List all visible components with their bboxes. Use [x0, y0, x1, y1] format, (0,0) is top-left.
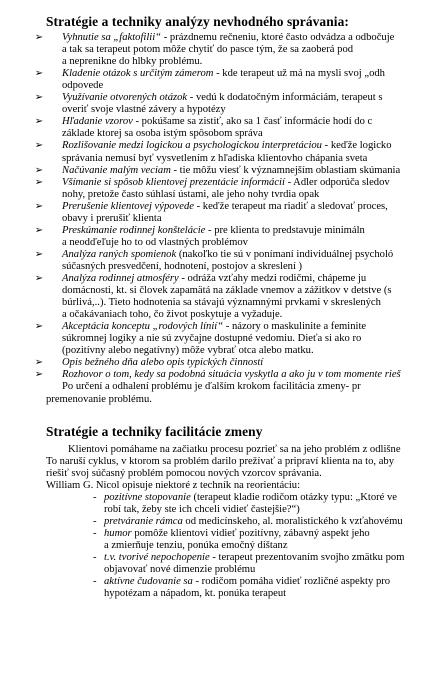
bullet-item-continuation: súčasných presvedčení, hodnotení, postojov a skreslení ) — [62, 260, 303, 272]
technique-item — [104, 528, 370, 540]
technique-continuation: hypotézam a nápadom, kt. ponúka terapeut — [104, 588, 287, 600]
dash-bullet: - — [93, 576, 97, 588]
bullet-item — [62, 225, 365, 237]
bullet-item-term: Opis bežného dňa alebo opis typických činností — [62, 357, 264, 369]
bullet-item-text: - názory o maskulinite a feminite — [225, 321, 367, 333]
bullet-item-text: - tie môžu viesť k významnejším oblastiam skúmania — [173, 164, 401, 176]
bullet-item-text: (nakoľko tie sú v ponímaní individuálnej psycholó — [178, 248, 394, 260]
bullet-arrow-icon: ➢ — [34, 32, 44, 43]
bullet-arrow-icon: ➢ — [34, 369, 44, 381]
section-heading-analysis: Stratégie a techniky analýzy nevhodného správania: — [46, 14, 349, 29]
bullet-arrow-icon: ➢ — [34, 321, 44, 333]
bullet-item-continuation: správania nemusí byť vysvetlením z hľadiska klientovho chápania sveta — [62, 152, 368, 164]
bullet-item-term: Preskúmanie rodinnej konštelácie — [62, 224, 206, 236]
bullet-item-continuation: základe ktorej sa osoba istým spôsobom správa — [62, 128, 263, 140]
bullet-item — [62, 273, 366, 285]
paragraph-line: To naruší cyklus, v ktorom sa problém darilo prežívať a pripraví klienta na to, aby — [46, 455, 394, 467]
bullet-item-text: - vedú k dodatočným informáciám, terapeut s — [189, 92, 383, 104]
bullet-item-continuation: a neodďeľuje ho to od vlastných problémov — [62, 236, 248, 248]
technique-item — [104, 552, 404, 564]
bullet-item-continuation: a očakávaniach toho, čo život poskytuje a vyžaduje. — [62, 309, 283, 321]
technique-text: - terapeut prezentovaním svojho zmätku pom — [212, 552, 405, 563]
technique-term: pozitívne stopovanie — [104, 491, 191, 503]
bullet-item-continuation: overiť svoje vlastné závery a hypotézy — [62, 104, 226, 116]
technique-term: t.v. tvorivé nepochopenie — [104, 552, 210, 563]
bullet-item — [62, 177, 390, 189]
technique-continuation: objavovať nové dimenzie problému — [104, 564, 256, 576]
bullet-item-term: Využívanie otvorených otázok — [62, 92, 188, 104]
technique-text: pomôže klientovi vidieť pozitívny, zábavný aspekt jeho — [134, 527, 370, 539]
bullet-item — [62, 92, 382, 104]
bullet-item — [62, 369, 401, 381]
bullet-item — [62, 68, 385, 80]
technique-text: - rodičom pomáha vidieť rozličné aspekty pro — [195, 576, 391, 588]
technique-term: aktívne čudovanie sa — [104, 576, 193, 588]
bullet-item — [62, 201, 388, 213]
bullet-item-term: Kladenie otázok s určitým zámerom — [62, 68, 214, 80]
closing-paragraph-line: premenovanie problému. — [46, 393, 152, 405]
bullet-item-text: - Adler odporúča sledov — [287, 176, 390, 188]
dash-bullet: - — [93, 491, 97, 503]
technique-item — [104, 576, 390, 588]
bullet-item-term: Analýza rodinnej atmosféry — [62, 273, 179, 284]
technique-text: od medicínskeho, al. moralistického k vzťahovému — [185, 515, 403, 527]
bullet-arrow-icon: ➢ — [34, 92, 44, 104]
paragraph-line: Klientovi pomáhame na začiatku procesu pozrieť sa na jeho problém z odlišne — [68, 443, 401, 455]
technique-item — [104, 492, 397, 504]
bullet-arrow-icon: ➢ — [34, 273, 44, 284]
bullet-item-term: Rozlišovanie medzi logickou a psychologickou interpretáciou — [62, 140, 322, 152]
bullet-item-term: Načúvanie malým veciam — [62, 164, 171, 176]
bullet-item-text: - kde terapeut už má na mysli svoj „odh — [216, 68, 385, 80]
bullet-arrow-icon: ➢ — [34, 200, 44, 212]
bullet-item-term: Hľadanie vzorov — [62, 116, 133, 128]
technique-term: humor — [104, 527, 132, 539]
bullet-item-term: Rozhovor o tom, kedy sa podobná situácia vyskytla a ako ju v tom momente rieš — [62, 369, 401, 381]
bullet-item-continuation: a nepreniknе do hlbky problému. — [62, 56, 203, 68]
bullet-item — [62, 321, 366, 333]
dash-bullet: - — [93, 552, 97, 563]
technique-continuation: robí tak, žeby ste ich chceli vidieť častejšie?“) — [104, 503, 300, 515]
paragraph-line: riešiť svoj súčasný problém pomocou nových vzorcov správania. — [46, 467, 322, 479]
dash-bullet: - — [93, 527, 97, 539]
bullet-item-continuation: (pozitívny alebo negatívny) môže vybrať otca alebo matku. — [62, 345, 314, 357]
technique-text: (terapeut kladie rodičom otázky typu: „Ktoré ve — [193, 491, 398, 503]
bullet-arrow-icon: ➢ — [34, 116, 44, 128]
bullet-item-term: Prerušenie klientovej výpovede — [62, 200, 194, 212]
bullet-item-text: - pokúšame sa zistiť, ako sa 1 časť informácie hodí do c — [135, 116, 373, 128]
bullet-item-text: - prázdnemu rečneniu, ktoré často odvádza a odbočuje — [163, 32, 395, 43]
bullet-item-text: - keďže logicko — [324, 140, 392, 152]
bullet-arrow-icon: ➢ — [34, 248, 44, 260]
bullet-item-continuation: nohy, pretože často súhlasí ústami, ale jeho nohy tvrdia opak — [62, 188, 320, 200]
bullet-item — [62, 249, 393, 261]
dash-bullet: - — [93, 515, 97, 527]
section-heading-facilitation: Stratégie a techniky facilitácie zmeny — [46, 423, 263, 439]
bullet-item-continuation: búrlivá,..). Tieto hodnotenia sa stávajú významnými prvkami v skreslených — [62, 297, 381, 309]
bullet-item — [62, 357, 263, 369]
bullet-arrow-icon: ➢ — [34, 68, 44, 80]
bullet-arrow-icon: ➢ — [34, 140, 44, 152]
bullet-item-continuation: odpovede — [62, 80, 104, 92]
closing-paragraph-line: Po určení a odhalení problému je ďalším krokom facilitácia zmeny- pr — [62, 381, 361, 393]
bullet-item-text: - pre klienta to predstavuje minimáln — [208, 224, 365, 236]
paragraph-line: William G. Nicol opisuje niektoré z techník na reorientáciu: — [46, 479, 301, 491]
bullet-arrow-icon: ➢ — [34, 224, 44, 236]
bullet-item — [62, 140, 392, 152]
bullet-arrow-icon: ➢ — [34, 357, 44, 369]
bullet-item-term: Všímanie si spôsob klientovej prezentácie informácií — [62, 176, 285, 188]
bullet-item — [62, 116, 372, 128]
bullet-item-term: Akceptácia konceptu „rodových línií“ — [62, 321, 224, 333]
bullet-item-continuation: a tak sa terapeut potom môže chytiť do pasce tým, že sa zaoberá pod — [62, 44, 354, 56]
technique-term: pretváranie rámca — [104, 515, 183, 527]
bullet-item-text: - keďže terapeut ma riadiť a sledovať proces, — [196, 200, 388, 212]
bullet-item — [62, 165, 400, 177]
bullet-item-term: Analýza raných spomienok — [62, 248, 177, 260]
technique-item — [104, 516, 403, 528]
bullet-item-text: - odráža vzťahy medzi rodičmi, chápeme ju — [181, 273, 367, 284]
bullet-item — [62, 32, 394, 44]
bullet-item-continuation: súkromnej logiky a nie sú zvyčajne dostupné vedomiu. Dieťa si ako ro — [62, 333, 362, 345]
bullet-arrow-icon: ➢ — [34, 176, 44, 188]
bullet-arrow-icon: ➢ — [34, 164, 44, 176]
bullet-item-continuation: obavy i prerušiť klienta — [62, 212, 162, 224]
technique-continuation: a zmierňuje tenziu, ponúka emočný dištanz — [104, 539, 288, 551]
bullet-item-continuation: domácnosti, kt. si človek zapamätá na základe vnemov a zážitkov v detstve (s — [62, 285, 392, 297]
bullet-item-term: Vyhnutie sa „faktofilii“ — [62, 32, 162, 43]
